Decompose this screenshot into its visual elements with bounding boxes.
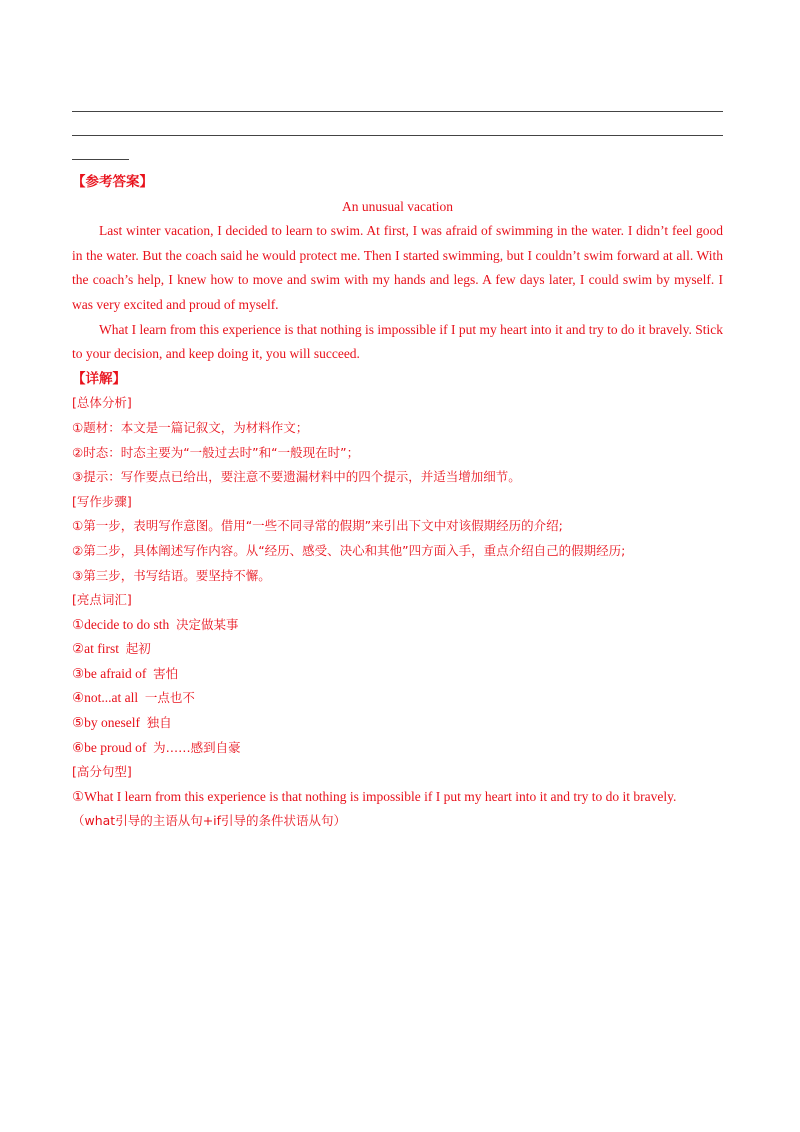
vocab-chinese: 起初 (125, 641, 151, 657)
steps-heading: [写作步骤] (72, 493, 132, 509)
vocab-chinese: 害怕 (153, 665, 179, 681)
vocab-chinese: 独自 (146, 715, 172, 731)
vocab-number: ① (72, 616, 85, 632)
sentence-example: ①What I learn from this experience is that nothing is impossible if I put my heart into it and try to do it bravely. (72, 788, 677, 804)
essay-paragraph-2: What I learn from this experience is that nothing is impossible if I put my heart into it and try to do it bravely. Stick to your decision, and keep doing it, you will succeed. (72, 321, 723, 362)
essay-paragraph-1: Last winter vacation, I decided to learn to swim. At first, I was afraid of swimming in the water. I didn’t feel good in the water. But the coach said he would protect me. Then I started swimming, but I couldn’t swim forward at all. With the coach’s help, I knew how to move and swim with my hands and legs. A few days later, I could swim by myself. I was very excited and proud of myself. (72, 223, 723, 312)
analysis-item: ①题材：本文是一篇记叙文，为材料作文； (72, 419, 309, 435)
vocab-chinese: 决定做某事 (175, 616, 239, 632)
steps-item: ②第二步，具体阐述写作内容。从“经历、感受、决心和其他”四方面入手，重点介绍自己的假期经历; (72, 542, 626, 558)
sentence-heading: [高分句型] (72, 764, 132, 780)
analysis-heading: [总体分析] (72, 395, 132, 411)
vocab-english: by oneself (84, 715, 140, 731)
sentence-note: （what引导的主语从句+if引导的条件状语从句） (72, 813, 347, 829)
vocab-item (72, 637, 723, 662)
vocab-item (72, 736, 723, 761)
document-body (72, 170, 723, 834)
vocab-chinese: 为……感到自豪 (153, 739, 241, 755)
vocab-heading: [亮点词汇] (72, 592, 132, 608)
answer-line-2 (72, 135, 723, 136)
vocab-item (72, 711, 723, 736)
vocab-english: not...at all (84, 690, 139, 706)
vocab-english: decide to do sth (84, 616, 170, 632)
vocab-number: ④ (72, 690, 85, 706)
vocab-item (72, 686, 723, 711)
answer-line-1 (72, 111, 723, 112)
vocab-english: at first (84, 641, 119, 657)
vocab-english: be proud of (84, 739, 147, 755)
essay-title: An unusual vacation (342, 198, 453, 214)
vocab-number: ② (72, 641, 85, 657)
vocab-chinese: 一点也不 (144, 690, 195, 706)
answer-heading: 【参考答案】 (72, 174, 153, 189)
explain-heading: 【详解】 (72, 370, 126, 386)
analysis-item: ②时态：时态主要为“一般过去时”和“一般现在时”； (72, 444, 360, 460)
vocab-number: ③ (72, 665, 85, 681)
steps-item: ①第一步，表明写作意图。借用“一些不同寻常的假期”来引出下文中对该假期经历的介绍; (72, 518, 563, 534)
vocab-item (72, 662, 723, 687)
analysis-item: ③提示：写作要点已给出，要注意不要遗漏材料中的四个提示，并适当增加细节。 (72, 469, 521, 485)
vocab-item (72, 613, 723, 638)
vocab-number: ⑥ (72, 739, 85, 755)
vocab-english: be afraid of (84, 665, 147, 681)
vocab-number: ⑤ (72, 715, 85, 731)
steps-item: ③第三步，书写结语。要坚持不懈。 (72, 567, 271, 583)
footnote-divider (72, 159, 129, 160)
